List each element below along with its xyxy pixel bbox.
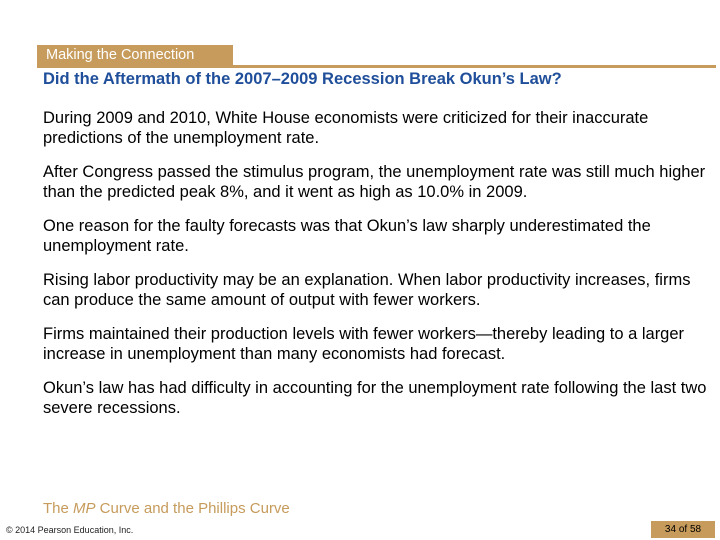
section-tab (37, 45, 233, 65)
slide-body (43, 108, 713, 432)
body-paragraph: Firms maintained their production levels with fewer workers—thereby leading to a larger increase in unemployment than many economists had forecast. (43, 325, 685, 363)
body-paragraph: One reason for the faulty forecasts was that Okun’s law sharply underestimated the unemployment rate. (43, 217, 651, 255)
slide-title: Did the Aftermath of the 2007–2009 Recession Break Okun’s Law? (43, 70, 562, 88)
page-number: 34 of 58 (664, 524, 702, 535)
body-paragraph: Okun’s law has had difficulty in accounting for the unemployment rate following the last two severe recessions. (43, 379, 707, 417)
chapter-title-pre: The (43, 500, 74, 517)
page-number-badge (651, 521, 715, 538)
chapter-title-em: MP (73, 500, 96, 517)
copyright-notice: © 2014 Pearson Education, Inc. (6, 525, 134, 535)
chapter-title-post: Curve and the Phillips Curve (95, 500, 290, 517)
body-paragraph: Rising labor productivity may be an explanation. When labor productivity increases, firms can produce the same amount of output with fewer workers. (43, 271, 691, 309)
header-rule (37, 65, 716, 68)
body-paragraph: During 2009 and 2010, White House economists were criticized for their inaccurate predictions of the unemployment rate. (43, 109, 649, 147)
chapter-title (43, 500, 290, 518)
body-paragraph: After Congress passed the stimulus program, the unemployment rate was still much higher than the predicted peak 8%, and it went as high as 10.0% in 2009. (43, 163, 706, 201)
section-tab-label: Making the Connection (46, 47, 195, 63)
